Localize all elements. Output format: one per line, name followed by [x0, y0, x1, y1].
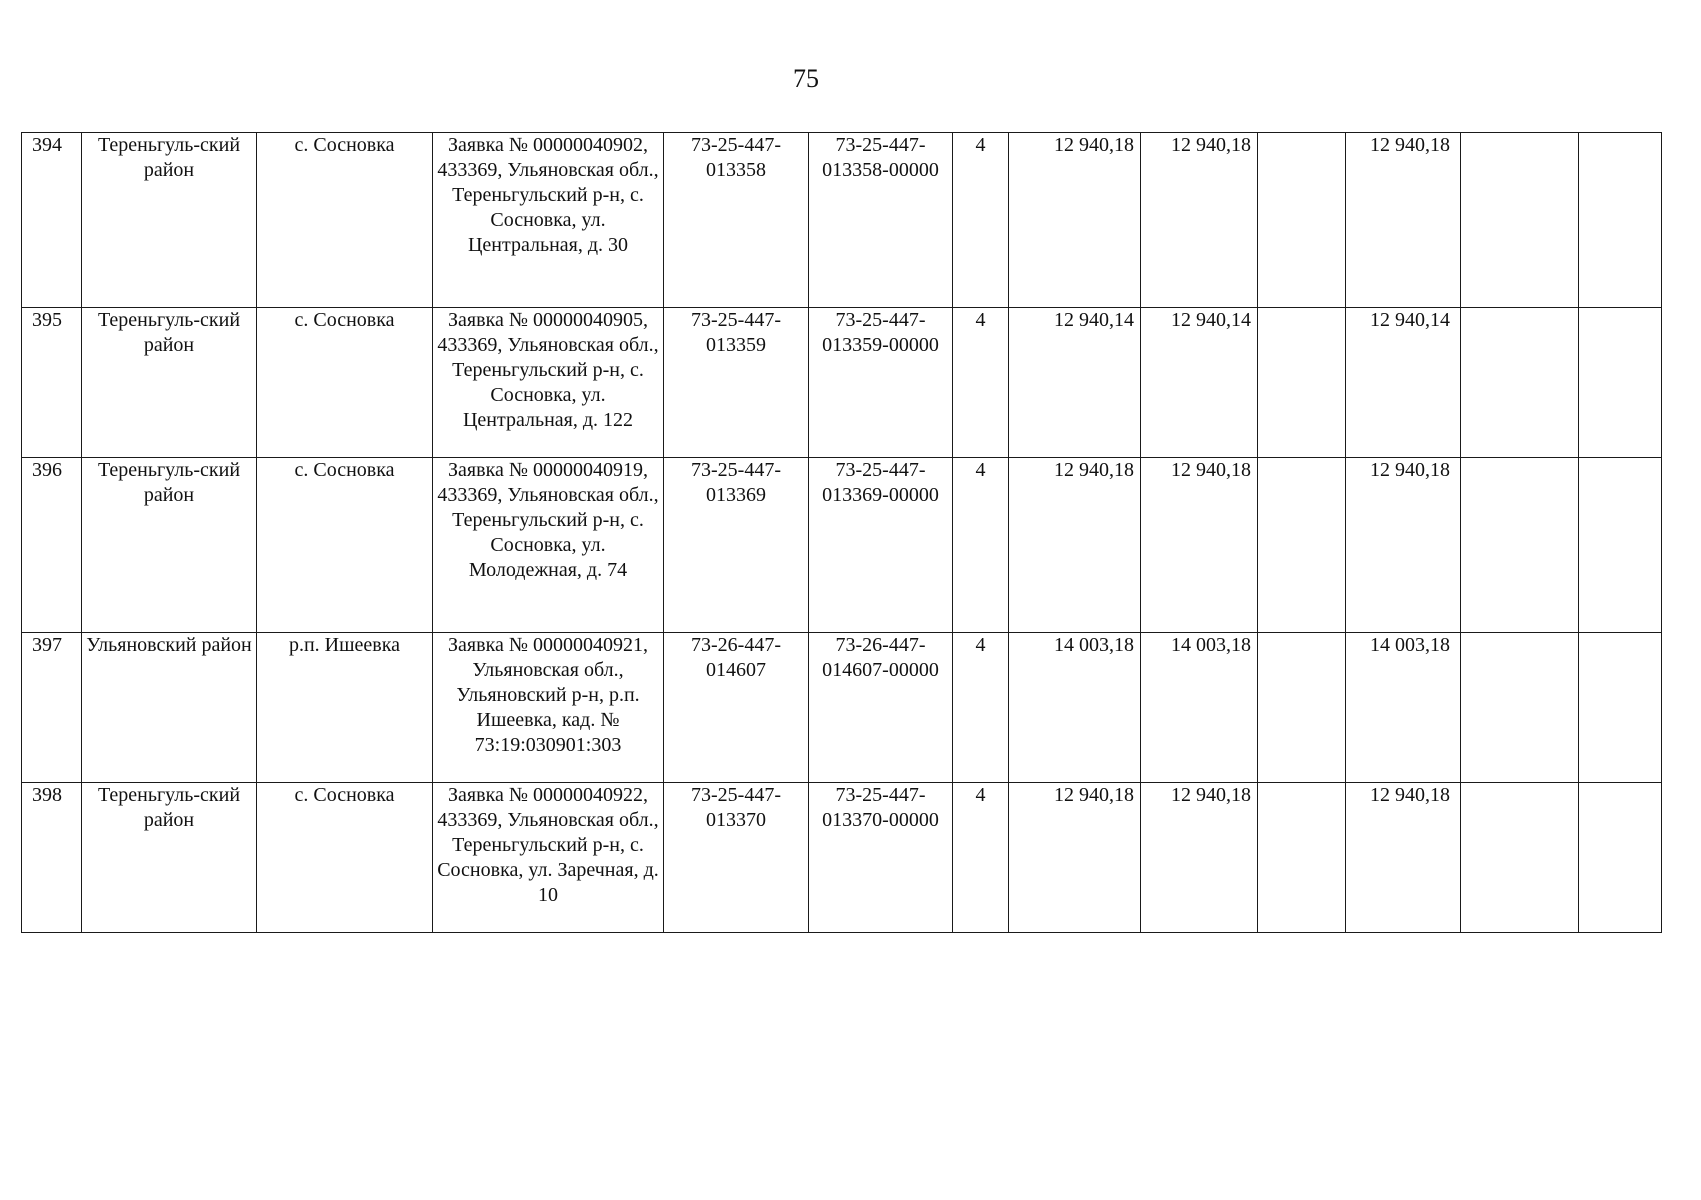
extra-cell — [1579, 783, 1662, 933]
code-cell: 73-25-447-013359 — [664, 308, 809, 458]
code-cell: 73-25-447-013358 — [664, 133, 809, 308]
empty-amount-cell — [1258, 633, 1346, 783]
quantity-cell: 4 — [953, 133, 1009, 308]
settlement-cell: с. Сосновка — [257, 133, 433, 308]
settlement-cell: с. Сосновка — [257, 783, 433, 933]
amount-cell: 14 003,18 — [1346, 633, 1461, 783]
table-row — [22, 458, 1662, 633]
note-cell — [1461, 133, 1579, 308]
quantity-cell: 4 — [953, 783, 1009, 933]
table-row — [22, 783, 1662, 933]
district-cell: Тереньгуль-ский район — [82, 308, 257, 458]
full-code-cell: 73-25-447-013359-00000 — [809, 308, 953, 458]
row-number-cell: 394 — [22, 133, 82, 308]
amount-cell: 12 940,14 — [1009, 308, 1141, 458]
district-cell: Тереньгуль-ский район — [82, 458, 257, 633]
request-cell: Заявка № 00000040902, 433369, Ульяновская обл., Тереньгульский р-н, с. Сосновка, ул. Центральная, д. 30 — [433, 133, 664, 308]
extra-cell — [1579, 633, 1662, 783]
row-number-cell: 396 — [22, 458, 82, 633]
full-code-cell: 73-26-447-014607-00000 — [809, 633, 953, 783]
empty-amount-cell — [1258, 458, 1346, 633]
table-row — [22, 633, 1662, 783]
settlement-cell: с. Сосновка — [257, 458, 433, 633]
extra-cell — [1579, 308, 1662, 458]
amount-cell: 12 940,18 — [1346, 783, 1461, 933]
settlement-cell: с. Сосновка — [257, 308, 433, 458]
extra-cell — [1579, 458, 1662, 633]
code-cell: 73-26-447-014607 — [664, 633, 809, 783]
amount-cell: 12 940,18 — [1141, 458, 1258, 633]
table-row — [22, 308, 1662, 458]
full-code-cell: 73-25-447-013370-00000 — [809, 783, 953, 933]
request-cell: Заявка № 00000040919, 433369, Ульяновская обл., Тереньгульский р-н, с. Сосновка, ул. Молодежная, д. 74 — [433, 458, 664, 633]
amount-cell: 12 940,14 — [1141, 308, 1258, 458]
amount-cell: 12 940,18 — [1346, 133, 1461, 308]
amount-cell: 14 003,18 — [1009, 633, 1141, 783]
amount-cell: 12 940,18 — [1009, 783, 1141, 933]
full-code-cell: 73-25-447-013358-00000 — [809, 133, 953, 308]
request-cell: Заявка № 00000040921, Ульяновская обл., Ульяновский р-н, р.п. Ишеевка, кад. № 73:19:030901:303 — [433, 633, 664, 783]
amount-cell: 12 940,18 — [1009, 133, 1141, 308]
extra-cell — [1579, 133, 1662, 308]
amount-cell: 14 003,18 — [1141, 633, 1258, 783]
request-cell: Заявка № 00000040922, 433369, Ульяновская обл., Тереньгульский р-н, с. Сосновка, ул. Заречная, д. 10 — [433, 783, 664, 933]
amount-cell: 12 940,14 — [1346, 308, 1461, 458]
amount-cell: 12 940,18 — [1141, 133, 1258, 308]
quantity-cell: 4 — [953, 458, 1009, 633]
amount-cell: 12 940,18 — [1141, 783, 1258, 933]
empty-amount-cell — [1258, 783, 1346, 933]
district-cell: Ульяновский район — [82, 633, 257, 783]
note-cell — [1461, 458, 1579, 633]
district-cell: Тереньгуль-ский район — [82, 133, 257, 308]
page-number: 75 — [793, 64, 819, 93]
registry-table — [21, 132, 1662, 933]
code-cell: 73-25-447-013370 — [664, 783, 809, 933]
amount-cell: 12 940,18 — [1009, 458, 1141, 633]
note-cell — [1461, 633, 1579, 783]
full-code-cell: 73-25-447-013369-00000 — [809, 458, 953, 633]
request-cell: Заявка № 00000040905, 433369, Ульяновская обл., Тереньгульский р-н, с. Сосновка, ул. Центральная, д. 122 — [433, 308, 664, 458]
quantity-cell: 4 — [953, 633, 1009, 783]
amount-cell: 12 940,18 — [1346, 458, 1461, 633]
row-number-cell: 397 — [22, 633, 82, 783]
district-cell: Тереньгуль-ский район — [82, 783, 257, 933]
note-cell — [1461, 783, 1579, 933]
settlement-cell: р.п. Ишеевка — [257, 633, 433, 783]
row-number-cell: 395 — [22, 308, 82, 458]
empty-amount-cell — [1258, 133, 1346, 308]
note-cell — [1461, 308, 1579, 458]
table-row — [22, 133, 1662, 308]
row-number-cell: 398 — [22, 783, 82, 933]
quantity-cell: 4 — [953, 308, 1009, 458]
code-cell: 73-25-447-013369 — [664, 458, 809, 633]
empty-amount-cell — [1258, 308, 1346, 458]
